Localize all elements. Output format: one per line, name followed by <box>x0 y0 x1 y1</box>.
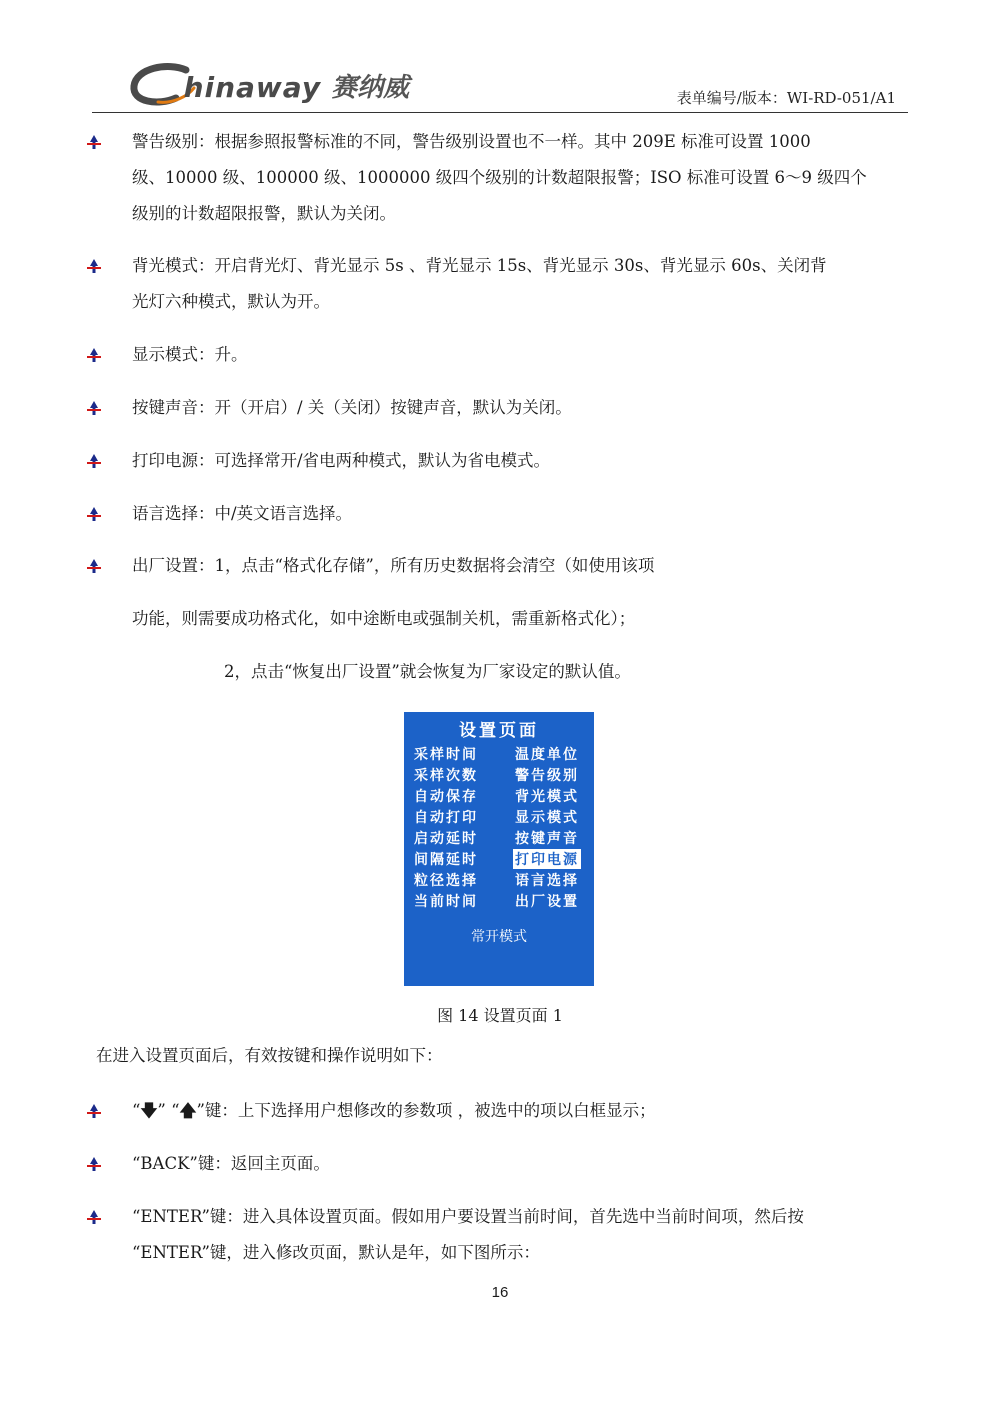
factory-setting-continuation: 功能，则需要成功格式化，如中途断电或强制关机，需重新格式化）； <box>132 609 636 628</box>
bullet-item <box>86 124 906 232</box>
bullet-text <box>132 390 906 426</box>
bullet-line: 警告级别：根据参照报警标准的不同，警告级别设置也不一样。其中 209E 标准可设置 1000 <box>132 132 811 151</box>
menu-row <box>404 786 594 807</box>
menu-item-left: 当前时间 <box>414 894 478 910</box>
bullet-text <box>132 124 906 232</box>
bullet-line: 光灯六种模式，默认为开。 <box>132 292 330 311</box>
bullet-arrow-icon <box>86 258 102 274</box>
menu-item-left: 自动打印 <box>414 810 478 826</box>
bullet-arrow-icon <box>86 347 102 363</box>
bullet-arrow-icon <box>86 453 102 469</box>
bullet-item <box>86 390 906 426</box>
settings-screen-figure <box>404 712 594 986</box>
bullet-arrow-icon <box>86 1103 102 1119</box>
arrow-keys-text <box>132 1093 906 1129</box>
page-number: 16 <box>491 1284 509 1301</box>
arrow-keys-quote: “ <box>132 1101 141 1120</box>
bullet-arrow-icon <box>86 1209 102 1225</box>
bullet-text <box>132 248 906 320</box>
bullet-text <box>132 337 906 373</box>
screen-status-text: 常开模式 <box>471 929 527 945</box>
enter-key-line: “ENTER”键：进入具体设置页面。假如用户要设置当前时间，首先选中当前时间项，然后按 <box>132 1207 804 1226</box>
menu-row <box>404 765 594 786</box>
menu-item-right: 背光模式 <box>515 789 579 805</box>
menu-row <box>404 870 594 891</box>
menu-item-left: 自动保存 <box>414 789 478 805</box>
intro-paragraph: 在进入设置页面后，有效按键和操作说明如下： <box>96 1046 443 1065</box>
menu-item-right: 出厂设置 <box>515 894 579 910</box>
bullet-item <box>86 337 906 373</box>
logo-latin-text <box>162 68 321 108</box>
menu-item-right: 按键声音 <box>515 831 579 847</box>
menu-row <box>404 849 594 870</box>
enter-key-text <box>132 1199 906 1271</box>
logo-latin-rest: hinaway <box>183 71 322 104</box>
bullet-line: 按键声音：开（开启）/ 关（关闭）按键声音，默认为关闭。 <box>132 398 572 417</box>
bullet-text <box>132 496 906 532</box>
bullet-text <box>132 443 906 479</box>
menu-item-left: 采样时间 <box>414 747 478 763</box>
bullet-line: 级别的计数超限报警，默认为关闭。 <box>132 204 396 223</box>
page-header <box>92 58 908 113</box>
back-key-text: “BACK”键：返回主页面。 <box>132 1154 330 1173</box>
bullet-arrow-icon <box>86 1156 102 1172</box>
bullet-item <box>86 443 906 479</box>
bullet-line: 出厂设置：1，点击“格式化存储”，所有历史数据将会清空（如使用该项 <box>132 556 655 575</box>
menu-row <box>404 807 594 828</box>
company-logo <box>132 62 409 108</box>
bullet-arrow-icon <box>86 558 102 574</box>
bullet-enter-key <box>86 1199 906 1271</box>
bullet-line: 级、10000 级、100000 级、1000000 级四个级别的计数超限报警；ISO 标准可设置 6～9 级四个 <box>132 168 867 187</box>
bullet-line: 打印电源：可选择常开/省电两种模式，默认为省电模式。 <box>132 451 551 470</box>
menu-row <box>404 891 594 912</box>
menu-item-left: 粒径选择 <box>414 873 478 889</box>
logo-chinese-text: 赛纳威 <box>331 73 410 103</box>
down-arrow-icon: 🡇 <box>140 1101 158 1120</box>
bullet-line: 语言选择：中/英文语言选择。 <box>132 504 353 523</box>
bullet-item <box>86 248 906 320</box>
menu-item-right: 温度单位 <box>515 747 579 763</box>
arrow-keys-mid: ” “ <box>157 1101 180 1120</box>
factory-setting-item-2: 2，点击“恢复出厂设置”就会恢复为厂家设定的默认值。 <box>224 662 631 681</box>
menu-item-right-selected: 打印电源 <box>513 849 581 869</box>
menu-row <box>404 828 594 849</box>
bullet-line: 背光模式：开启背光灯、背光显示 5s 、背光显示 15s、背光显示 30s、背光显示 60s、关闭背 <box>132 256 827 275</box>
figure-caption: 图 14 设置页面 1 <box>437 1006 563 1025</box>
up-arrow-icon: 🡅 <box>179 1101 197 1120</box>
menu-item-left: 启动延时 <box>414 831 478 847</box>
form-number: 表单编号/版本：WI-RD-051/A1 <box>676 89 896 107</box>
bullet-arrow-icon <box>86 506 102 522</box>
bullet-item <box>86 548 906 584</box>
bullet-item <box>86 496 906 532</box>
menu-item-right: 警告级别 <box>515 768 579 784</box>
menu-item-right: 显示模式 <box>515 810 579 826</box>
menu-item-left: 采样次数 <box>414 768 478 784</box>
bullet-back-key <box>86 1146 906 1182</box>
menu-row <box>404 744 594 765</box>
arrow-keys-description: ”键：上下选择用户想修改的参数项 ，被选中的项以白框显示； <box>196 1101 656 1120</box>
bullet-arrow-keys <box>86 1093 906 1129</box>
menu-item-right: 语言选择 <box>515 873 579 889</box>
screen-title: 设置页面 <box>459 721 539 741</box>
bullet-text <box>132 548 906 584</box>
bullet-arrow-icon <box>86 400 102 416</box>
bullet-arrow-icon <box>86 134 102 150</box>
enter-key-line: “ENTER”键，进入修改页面，默认是年，如下图所示： <box>132 1243 540 1262</box>
bullet-line: 显示模式：升。 <box>132 345 248 364</box>
menu-item-left: 间隔延时 <box>414 852 478 868</box>
